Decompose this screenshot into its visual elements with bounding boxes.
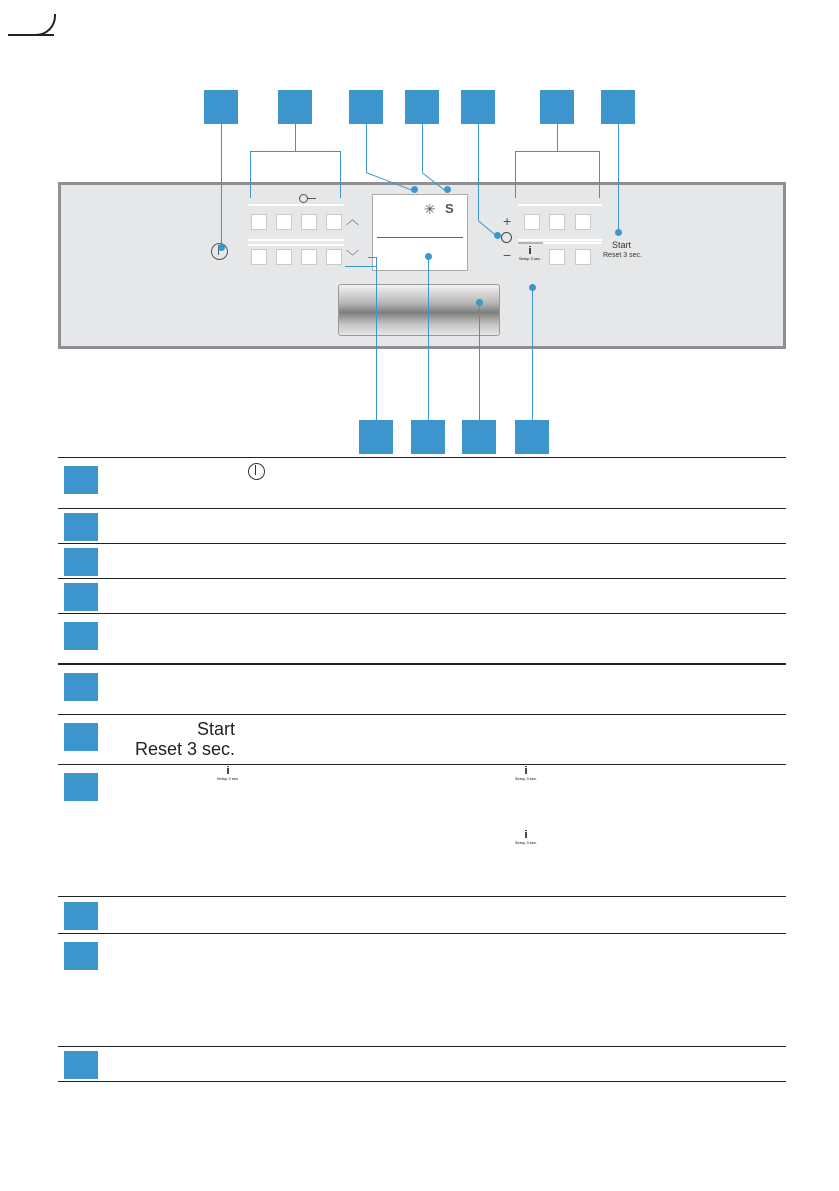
table-row-6: [58, 665, 786, 715]
row-10-number: [64, 942, 98, 970]
leader-8-h1: [345, 266, 376, 267]
table-row-1: [58, 458, 786, 509]
programme-key-4[interactable]: [326, 214, 342, 230]
programme-key-6[interactable]: [276, 249, 292, 265]
leader-3-dot: [411, 186, 418, 193]
table-row-9: [58, 897, 786, 934]
row-5-number: [64, 622, 98, 650]
row-8-setup-3: Setup 3 sec.: [514, 840, 538, 845]
callout-7: [601, 90, 635, 124]
table-row-5: [58, 614, 786, 665]
callout-4: [405, 90, 439, 124]
row-3-number: [64, 548, 98, 576]
leader-9: [428, 257, 429, 420]
leader-2-right: [340, 151, 341, 198]
table-row-4: [58, 579, 786, 614]
row-6-number: [64, 673, 98, 701]
callout-9: [411, 420, 445, 454]
left-strip-mid: [248, 239, 344, 241]
programme-key-8[interactable]: [326, 249, 342, 265]
leader-9-dot: [425, 253, 432, 260]
table-row-2: [58, 509, 786, 544]
key-icon-shaft: [307, 198, 316, 199]
leader-2-stem: [295, 124, 296, 151]
callout-8: [359, 420, 393, 454]
leader-4-stem: [422, 124, 423, 172]
minus-icon[interactable]: −: [503, 247, 512, 263]
table-row-3: [58, 544, 786, 579]
leader-11-dot: [529, 284, 536, 291]
leader-6-right: [599, 151, 600, 198]
programme-key-7[interactable]: [301, 249, 317, 265]
corner-mark-curve: [34, 14, 56, 36]
leader-3-stem: [366, 124, 367, 172]
reset-label: Reset 3 sec.: [603, 252, 642, 259]
plus-icon[interactable]: +: [503, 213, 512, 229]
leader-2-left: [250, 151, 251, 198]
row-2-number: [64, 513, 98, 541]
callout-5: [461, 90, 495, 124]
row-4-number: [64, 583, 98, 611]
left-strip-bot: [248, 244, 344, 246]
leader-7-dot: [615, 229, 622, 236]
option-key-1[interactable]: [524, 214, 540, 230]
row-9-number: [64, 902, 98, 930]
timer-icon: [501, 232, 512, 243]
display-divider: [377, 237, 463, 238]
leader-2-bar: [250, 151, 341, 152]
leader-5-dot: [494, 232, 501, 239]
row-8-info-icon-1: [213, 767, 243, 783]
option-key-3[interactable]: [575, 214, 591, 230]
leader-7: [618, 124, 619, 232]
leader-8-v: [376, 257, 377, 420]
programme-key-1[interactable]: [251, 214, 267, 230]
down-arrow-icon[interactable]: ﹀: [346, 249, 360, 264]
up-arrow-icon[interactable]: ︿: [346, 212, 360, 227]
leader-6-bar: [515, 151, 600, 152]
leader-10-dot: [476, 299, 483, 306]
row-8-info-icon-3: [511, 831, 541, 847]
table-row-11: [58, 1047, 786, 1082]
table-row-8: [58, 765, 786, 897]
table-row-10: [58, 934, 786, 1047]
option-key-4[interactable]: [549, 249, 565, 265]
info-key-icon[interactable]: [515, 247, 545, 263]
leader-1: [221, 124, 222, 248]
start-label[interactable]: Start: [612, 240, 632, 250]
row-8-number: [64, 773, 98, 801]
row-7-start: Start: [197, 719, 236, 739]
right-strip-mid: [518, 239, 602, 241]
programme-key-2[interactable]: [276, 214, 292, 230]
callout-1: [204, 90, 238, 124]
right-strip-bot: [543, 242, 602, 244]
leader-4-dot: [444, 186, 451, 193]
programme-key-5[interactable]: [251, 249, 267, 265]
salt-icon: S: [445, 201, 454, 216]
callout-6: [540, 90, 574, 124]
setup-label: Setup 3 sec.: [518, 256, 542, 261]
row-8-info-glyph-2: i: [524, 765, 528, 777]
leader-11: [532, 288, 533, 420]
left-strip-top: [248, 204, 344, 206]
row-8-setup-2: Setup 3 sec.: [514, 776, 538, 781]
option-key-5[interactable]: [575, 249, 591, 265]
row-7-reset: Reset 3 sec.: [135, 739, 236, 759]
leader-8-h2: [368, 257, 377, 258]
option-key-2[interactable]: [549, 214, 565, 230]
corner-mark: [8, 34, 54, 36]
info-i-glyph: i: [528, 245, 532, 257]
row-8-setup-1: Setup 3 sec.: [216, 776, 240, 781]
leader-10: [479, 303, 480, 420]
callout-10: [462, 420, 496, 454]
right-strip-top: [518, 204, 602, 206]
door-handle: [338, 284, 500, 336]
leader-5-stem: [478, 124, 479, 220]
right-strip-grey: [518, 242, 543, 244]
callout-11: [515, 420, 549, 454]
row-1-number: [64, 466, 98, 494]
callout-2: [278, 90, 312, 124]
row-7-number: [64, 723, 98, 751]
leader-1-dot: [218, 244, 225, 251]
row-1-power-icon: [248, 463, 265, 480]
table-row-7: [58, 715, 786, 765]
row-8-info-icon-2: [511, 767, 541, 783]
rinse-aid-icon: ✳: [424, 201, 436, 217]
programme-key-3[interactable]: [301, 214, 317, 230]
row-8-info-glyph-1: i: [226, 765, 230, 777]
row-11-number: [64, 1051, 98, 1079]
leader-6-left: [515, 151, 516, 198]
callout-3: [349, 90, 383, 124]
row-8-info-glyph-3: i: [524, 829, 528, 841]
row-1-power-bar: [255, 465, 256, 475]
leader-6-stem: [557, 124, 558, 151]
